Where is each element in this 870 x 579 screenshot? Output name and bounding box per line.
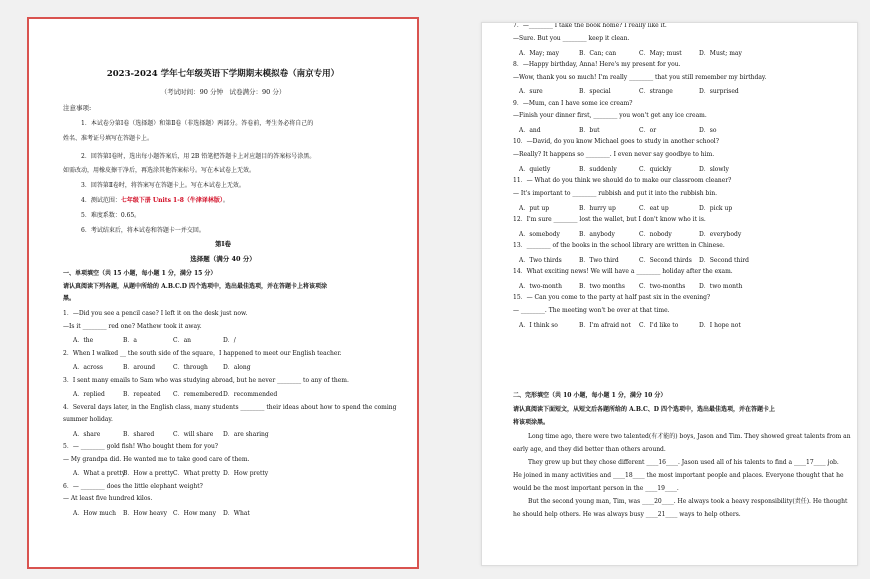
answer-option: A．two-month <box>519 282 562 290</box>
part-1-heading: 第Ⅰ卷 <box>214 240 232 248</box>
answer-option: C．nobody <box>639 230 672 238</box>
note-4-suffix: 。 <box>222 197 229 204</box>
question-text: — My grandpa did. He wanted me to take good care of them. <box>63 455 250 463</box>
question-text: 7．—________ I take the book home? I really like it. <box>513 22 667 29</box>
answer-option: D．surprised <box>699 88 739 96</box>
section-2-instructions: 将该项涂黑。 <box>513 419 550 426</box>
answer-option: C．eat up <box>639 204 669 212</box>
answer-option: A．I think so <box>519 321 558 329</box>
answer-option: C．or <box>639 127 657 135</box>
answer-option: D．/ <box>223 337 236 344</box>
question-text: — ________. The meeting won't be over at that time. <box>513 306 670 314</box>
answer-option: A．across <box>73 364 103 371</box>
answer-option: B．How a pretty <box>123 470 174 477</box>
note-line: 2．回答第Ⅰ卷时，选出每小题答案后，用 2B 铅笔把答题卡上对应题目的答案标号涂黑。 <box>81 153 316 160</box>
test-range: 七年级下册 Units 1-8（牛津译林版） <box>120 197 223 204</box>
note-line: 如需改动，用橡皮擦干净后，再选涂其他答案标号。写在本试卷上无效。 <box>63 167 256 174</box>
note-5: 5．难度系数：0.65。 <box>81 212 141 219</box>
note-6: 6．考试结束后，将本试卷和答题卡一并交回。 <box>81 227 205 234</box>
question-text: —Sure. But you ________ keep it clean. <box>513 34 630 42</box>
answer-option: C．an <box>173 337 192 344</box>
question-text: —Wow, thank you so much! I'm really ________ that you still remember my birthday. <box>513 73 767 81</box>
exam-subtitle: （考试时间：90 分钟 试卷满分：90 分） <box>160 88 286 96</box>
question-text: —Finish your dinner first, ________ you won't get any ice cream. <box>513 112 707 120</box>
answer-option: C．I'd like to <box>639 321 679 329</box>
section-1-instructions: 请认真阅读下列各题，从题中所给的 A.B.C.D 四个选项中，选出最佳选项，并在答题卡上将该项涂 <box>63 283 328 290</box>
answer-option: B．repeated <box>123 391 161 398</box>
exam-title: 2023-2024 学年七年级英语下学期期末模拟卷（南京专用） <box>106 69 340 79</box>
answer-option: A．quietly <box>519 166 551 173</box>
passage-line: They grew up but they chose different ____16____. Jason used all of his talents to find a ____17____ job. <box>528 459 839 466</box>
answer-option: A．share <box>73 430 101 438</box>
answer-option: B．a <box>123 337 137 344</box>
answer-option: A．replied <box>73 391 105 398</box>
note-4-prefix: 4．测试范围： <box>81 197 121 204</box>
answer-option: D．everybody <box>699 230 742 238</box>
section-1-instructions: 黑。 <box>63 295 76 302</box>
answer-option: C．Second thirds <box>639 256 692 264</box>
question-text: 8．—Happy birthday, Anna! Here's my present for you. <box>513 60 681 68</box>
note-line: 姓名、准考证号填写在答题卡上。 <box>63 135 154 142</box>
answer-option: C．strange <box>639 88 673 96</box>
answer-option: A．Two thirds <box>519 256 562 264</box>
answer-option: C．What pretty <box>173 470 220 477</box>
answer-option: B．I'm afraid not <box>579 321 631 329</box>
answer-option: C．How many <box>173 509 216 517</box>
passage-line: would be the most important person in the ____19____. <box>513 485 679 492</box>
answer-option: B．anybody <box>579 230 615 238</box>
answer-option: B．Can; can <box>579 49 617 57</box>
answer-option: B．hurry up <box>579 204 616 212</box>
notes-heading: 注意事项: <box>63 104 92 112</box>
answer-option: D．slowly <box>699 166 729 173</box>
answer-option: D．two month <box>699 282 743 290</box>
answer-option: B．Two third <box>579 256 619 264</box>
answer-option: A．sure <box>519 88 543 96</box>
answer-option: A．May; may <box>519 49 560 57</box>
question-text: 9．—Mum, can I have some ice cream? <box>513 99 633 107</box>
answer-option: D．What <box>223 509 250 517</box>
answer-option: A．What a pretty <box>73 470 126 477</box>
note-4 <box>81 197 229 204</box>
question-text: 11．— What do you think we should do to make our classroom cleaner? <box>513 177 732 185</box>
question-text: 13．________ of the books in the school library are written in Chinese. <box>513 242 725 249</box>
answer-option: B．How heavy <box>123 509 168 517</box>
answer-option: C．remembered <box>173 391 223 398</box>
answer-option: D．are sharing <box>223 430 269 438</box>
question-text: 5．— ________ gold fish! Who bought them for you? <box>63 443 219 450</box>
passage-line: Long time ago, there were two talented(有才能的) boys, Jason and Tim. They showed great talents from an <box>528 433 851 440</box>
question-text: 2．When I walked __ the south side of the square，I happened to meet our English teacher. <box>63 349 342 357</box>
answer-option: C．will share <box>173 430 214 438</box>
answer-option: C．through <box>173 364 208 371</box>
question-text: — At least five hundred kilos. <box>63 495 153 502</box>
note-line: 3．回答第Ⅱ卷时，将答案写在答题卡上。写在本试卷上无效。 <box>81 182 245 189</box>
passage-line: He joined in many activities and ____18____ the most important people and places. Everyone thought that he <box>513 472 844 479</box>
answer-option: D．along <box>223 364 251 371</box>
section-2-instructions: 请认真阅读下面短文，从短文后各题所给的 A.B.C、D 四个选项中，选出最佳选项，并在答题卡上 <box>513 406 776 413</box>
question-text: 1．—Did you see a pencil case? I left it on the desk just now. <box>63 310 248 317</box>
answer-option: D．How pretty <box>223 470 269 477</box>
question-text: — It's important to ________ rubbish and put it into the rubbish bin. <box>513 190 718 197</box>
passage-line: But the second young man, Tim, was ____20____. He always took a heavy responsibility(责任). He thought <box>528 498 848 505</box>
passage-line: he should help others. He was always busy ____21____ ways to help others. <box>513 511 741 518</box>
question-text: 4．Several days later, in the English class, many students ________ their ideas about how to spend the coming <box>63 403 397 411</box>
answer-option: D．pick up <box>699 204 733 212</box>
question-text: —Really? It happens so ________. I even never say goodbye to him. <box>513 151 715 159</box>
question-text: 3．I sent many emails to Sam who was studying abroad, but he never ________ to any of them. <box>63 376 349 384</box>
answer-option: D．recommended <box>223 391 278 398</box>
question-text: 6．— ________ does the little elephant weight? <box>63 482 203 490</box>
exam-page-1 <box>27 17 419 569</box>
answer-option: D．so <box>699 127 717 135</box>
question-text: 14．What exciting news! We will have a ________ holiday after the exam. <box>513 268 733 275</box>
answer-option: C．two-months <box>639 282 686 290</box>
question-text: 12．I'm sure ________ lost the wallet, but I don't know who it is. <box>513 216 706 223</box>
answer-option: A．somebody <box>519 230 560 238</box>
answer-option: A．the <box>73 337 94 344</box>
answer-option: A．How much <box>73 509 116 517</box>
note-line: 1．本试卷分第Ⅰ卷（选择题）和第Ⅱ卷（非选择题）两部分。答卷前，考生务必将自己的 <box>81 120 314 127</box>
answer-option: B．suddenly <box>579 166 617 173</box>
answer-option: C．quickly <box>639 166 672 173</box>
part-1-subheading: 选择题（满分 40 分） <box>190 255 256 263</box>
answer-option: A．put up <box>519 204 550 212</box>
answer-option: B．special <box>579 88 611 96</box>
passage-line: early age, and they did better than others around. <box>513 446 666 453</box>
answer-option: D．I hope not <box>699 321 741 329</box>
answer-option: D．Second third <box>699 256 749 264</box>
answer-option: D．Must; may <box>699 49 742 57</box>
answer-option: B．around <box>123 364 156 371</box>
answer-option: B．shared <box>123 430 155 438</box>
section-2-title: 二、完形填空（共 10 小题，每小题 1 分，满分 10 分） <box>513 392 667 399</box>
section-1-title: 一、单项填空（共 15 小题，每小题 1 分，满分 15 分） <box>63 270 217 277</box>
answer-option: A．and <box>519 127 541 135</box>
answer-option: C．May; must <box>639 49 682 57</box>
answer-option: B．but <box>579 127 600 135</box>
answer-option: B．two months <box>579 282 625 290</box>
question-text: summer holiday. <box>63 416 113 423</box>
question-text: 10．—David, do you know Michael goes to study in another school? <box>513 138 719 146</box>
question-text: 15．— Can you come to the party at half past six in the evening? <box>513 294 711 301</box>
question-text: —Is it ________ red one? Mathew took it away. <box>63 322 202 330</box>
exam-page-2 <box>481 22 858 566</box>
